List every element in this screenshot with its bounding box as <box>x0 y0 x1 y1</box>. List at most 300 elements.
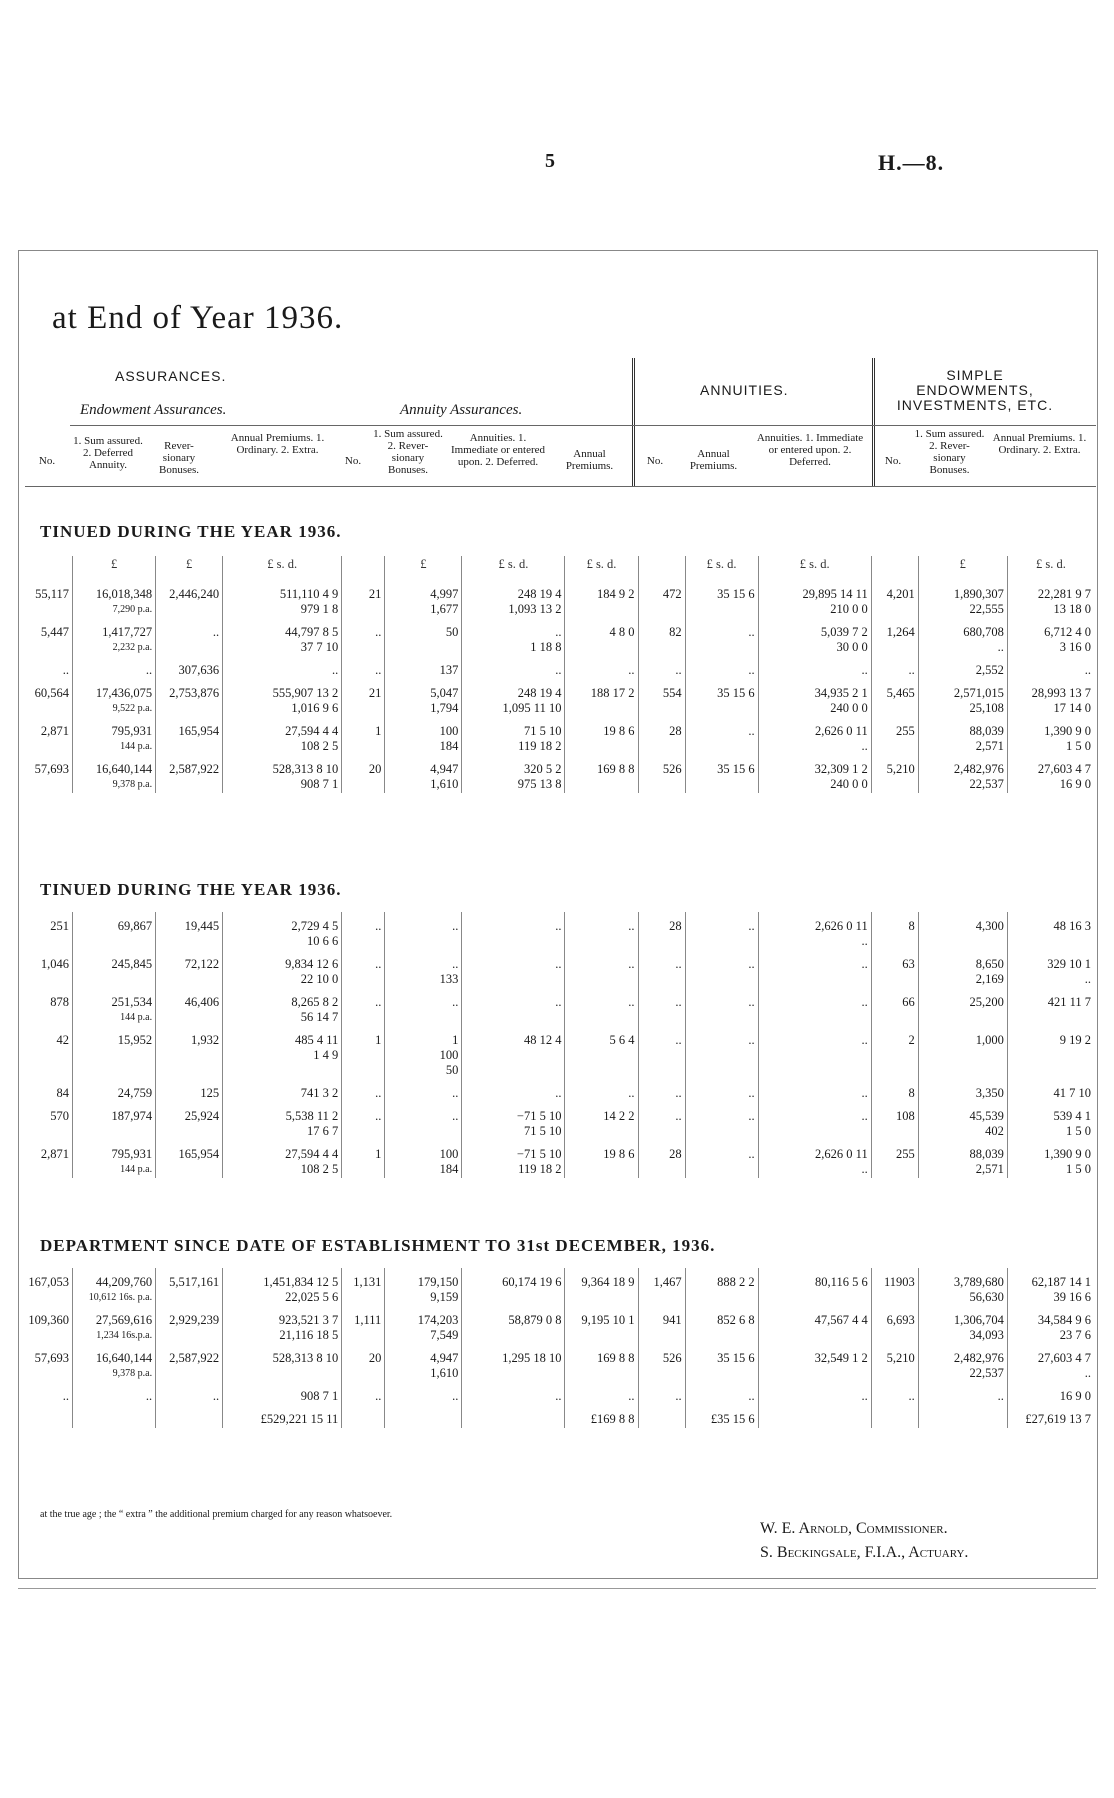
table-cell: .. <box>758 1079 871 1102</box>
table-cell: .. <box>565 1382 638 1405</box>
table-cell <box>1007 1102 1094 1140</box>
table-cell: 25,200 <box>918 988 1007 1026</box>
table-cell <box>73 755 156 793</box>
cell-line: 184 <box>439 739 459 753</box>
cell-line: 100 <box>439 1147 459 1161</box>
table-cell <box>223 580 342 618</box>
cell-line: 2,482,976 <box>953 1351 1004 1365</box>
table-cell: .. <box>565 988 638 1026</box>
table-cell: .. <box>638 950 685 988</box>
cell-line: 7,290 p.a. <box>112 604 153 615</box>
table-cell <box>1007 1344 1094 1382</box>
table-cell: 19,445 <box>156 912 223 950</box>
page-reference: H.—8. <box>878 150 945 175</box>
table-cell: £ <box>73 556 156 580</box>
cell-line: 71 5 10 <box>523 1124 562 1138</box>
table-row <box>22 912 1094 950</box>
table-cell <box>223 988 342 1026</box>
table-cell <box>638 556 685 580</box>
table-cell <box>1007 717 1094 755</box>
cell-line: 44,209,760 <box>95 1275 153 1289</box>
table-cell: 11903 <box>871 1268 918 1306</box>
table-cell <box>871 1405 918 1428</box>
table-cell <box>918 580 1007 618</box>
cell-line: 329 10 1 <box>1047 957 1091 971</box>
cell-line: 5,538 11 2 <box>285 1109 339 1123</box>
table-cell: 2,929,239 <box>156 1306 223 1344</box>
table-row <box>22 1405 1094 1428</box>
table-cell: 69,867 <box>73 912 156 950</box>
cell-line: .. <box>555 625 562 639</box>
page-number: 5 <box>545 150 555 172</box>
table-cell: £529,221 15 11 <box>223 1405 342 1428</box>
table-cell: .. <box>638 656 685 679</box>
table-cell: 5,447 <box>40 625 70 639</box>
cell-line: 34,093 <box>969 1328 1004 1342</box>
table-cell <box>758 912 871 950</box>
table-row <box>22 1026 1094 1079</box>
cell-line: 3,789,680 <box>953 1275 1004 1289</box>
cell-line: 179,150 <box>417 1275 459 1289</box>
cell-line: 23 7 6 <box>1059 1328 1091 1342</box>
table-cell: 165,954 <box>156 1140 223 1178</box>
table-cell: .. <box>758 1382 871 1405</box>
table-cell: 20 <box>342 1344 385 1382</box>
header-divider <box>872 358 875 486</box>
table-cell <box>223 1102 342 1140</box>
table-cell <box>871 556 918 580</box>
table-cell: 169 8 8 <box>565 755 638 793</box>
table-cell: 21 <box>342 679 385 717</box>
table-cell: 15,952 <box>73 1026 156 1079</box>
table-cell: .. <box>758 656 871 679</box>
cell-line: 16,018,348 <box>95 587 153 601</box>
cell-line: 22,537 <box>969 1366 1004 1380</box>
table-cell: 2,871 <box>40 724 70 738</box>
table-cell: .. <box>342 950 385 988</box>
table-row <box>22 755 1094 793</box>
cell-line: 2,482,976 <box>953 762 1004 776</box>
table-cell: .. <box>685 1102 758 1140</box>
table-cell: 32,549 1 2 <box>758 1344 871 1382</box>
table-cell: .. <box>462 656 565 679</box>
cell-line: 8,650 <box>975 957 1004 971</box>
table-cell: 1,046 <box>40 957 70 971</box>
table-cell: .. <box>223 656 342 679</box>
cell-line: 133 <box>439 972 459 986</box>
header-rule <box>70 425 1096 426</box>
cell-line: .. <box>861 934 868 948</box>
table-cell: .. <box>685 1079 758 1102</box>
cell-line: 240 0 0 <box>830 701 868 715</box>
cell-line: 10,612 16s. p.a. <box>88 1292 153 1303</box>
cell-line: 1,794 <box>430 701 459 715</box>
table-cell <box>462 755 565 793</box>
table-cell: 137 <box>385 656 462 679</box>
table-cell: 307,636 <box>156 656 223 679</box>
table-row <box>22 1306 1094 1344</box>
table-cell <box>1007 1140 1094 1178</box>
table-cell: .. <box>685 717 758 755</box>
simple-endowments-header: SIMPLE ENDOWMENTS, INVESTMENTS, ETC. <box>896 367 1054 413</box>
cell-line: 27,594 4 4 <box>285 1147 339 1161</box>
cell-line: .. <box>997 640 1004 654</box>
cell-line: 6,712 4 0 <box>1044 625 1091 639</box>
table-cell <box>385 717 462 755</box>
cell-line: 1,890,307 <box>953 587 1004 601</box>
table-cell: 28 <box>638 1140 685 1178</box>
data-table <box>22 912 1094 1178</box>
table-cell: .. <box>918 1382 1007 1405</box>
bottom-rule <box>18 1588 1096 1589</box>
table-cell <box>918 950 1007 988</box>
table-cell: 165,954 <box>156 717 223 755</box>
table-cell: .. <box>685 618 758 656</box>
table-cell: 25,924 <box>156 1102 223 1140</box>
cell-line: 5,039 7 2 <box>820 625 868 639</box>
table-cell: .. <box>73 656 156 679</box>
table-cell: 1 <box>342 717 385 755</box>
table-cell: 41 7 10 <box>1007 1079 1094 1102</box>
cell-line: 2,626 0 11 <box>815 1147 868 1161</box>
cell-line: 975 13 8 <box>517 777 562 791</box>
table-cell: 554 <box>638 679 685 717</box>
table-cell: 19 8 6 <box>565 1140 638 1178</box>
cell-line: 88,039 <box>969 1147 1004 1161</box>
table-cell: £169 8 8 <box>565 1405 638 1428</box>
cell-line: 8,265 8 2 <box>291 995 339 1009</box>
table-cell <box>758 618 871 656</box>
table-cell: .. <box>685 1382 758 1405</box>
cell-line: 402 <box>985 1124 1004 1138</box>
cell-line: 9,378 p.a. <box>112 779 153 790</box>
cell-line: 22,537 <box>969 777 1004 791</box>
cell-line: 1,016 9 6 <box>291 701 339 715</box>
table-cell <box>462 618 565 656</box>
table-cell: 255 <box>871 1140 918 1178</box>
table-cell: 82 <box>638 618 685 656</box>
table-cell: £ s. d. <box>462 556 565 580</box>
cell-line: 10 6 6 <box>307 934 339 948</box>
annuity-assurances-subheader: Annuity Assurances. <box>400 402 523 418</box>
cell-line: 28,993 13 7 <box>1031 686 1091 700</box>
table-cell <box>73 717 156 755</box>
table-cell <box>385 1405 462 1428</box>
table-cell: 80,116 5 6 <box>758 1268 871 1306</box>
table-cell: 28 <box>638 912 685 950</box>
cell-line: 1,610 <box>430 1366 459 1380</box>
table-cell: 1,932 <box>156 1026 223 1079</box>
table-cell: 21 <box>342 580 385 618</box>
table-cell <box>223 1140 342 1178</box>
table-cell: 5,210 <box>871 755 918 793</box>
cell-line: 908 7 1 <box>300 777 339 791</box>
table-cell: .. <box>685 950 758 988</box>
table-row <box>22 1102 1094 1140</box>
cell-line: 45,539 <box>969 1109 1004 1123</box>
table-cell: £ <box>156 556 223 580</box>
col-header-annuities: Annuities. 1. Immediate or entered upon. 2. Deferred. <box>756 432 864 468</box>
table-cell <box>1007 755 1094 793</box>
table-cell: .. <box>758 1102 871 1140</box>
table-cell: .. <box>685 1140 758 1178</box>
table-cell: 47,567 4 4 <box>758 1306 871 1344</box>
col-header-annual-premiums: Annual Premiums. <box>565 448 614 472</box>
table-cell <box>385 679 462 717</box>
table-cell: 125 <box>156 1079 223 1102</box>
table-cell: 6,693 <box>871 1306 918 1344</box>
table-cell: .. <box>1007 656 1094 679</box>
cell-line: 2,169 <box>975 972 1004 986</box>
table-cell <box>223 717 342 755</box>
table-cell <box>223 679 342 717</box>
table-cell: 9 19 2 <box>1007 1026 1094 1079</box>
table-cell <box>638 1405 685 1428</box>
cell-line: 119 18 2 <box>518 1162 562 1176</box>
table-cell: .. <box>62 663 70 677</box>
table-cell: £ s. d. <box>1007 556 1094 580</box>
signature-actuary: S. Beckingsale, F.I.A., Actuary. <box>760 1544 969 1561</box>
table-cell <box>918 1405 1007 1428</box>
table-cell: .. <box>342 1102 385 1140</box>
table-cell: .. <box>758 950 871 988</box>
cell-line: 539 4 1 <box>1053 1109 1091 1123</box>
table-cell: 184 9 2 <box>565 580 638 618</box>
cell-line: 1,451,834 12 5 <box>263 1275 339 1289</box>
table-cell <box>385 580 462 618</box>
col-header-annual-premiums: Annual Premiums. <box>689 448 738 472</box>
header-divider <box>632 358 635 486</box>
table-cell <box>758 580 871 618</box>
col-header-annual-premiums: Annual Premiums. 1. Ordinary. 2. Extra. <box>230 432 325 456</box>
col-header-annuities: Annuities. 1. Immediate or entered upon. 2. Deferred. <box>450 432 546 468</box>
table-cell: 109,360 <box>28 1313 70 1327</box>
cell-line: 2,571 <box>975 1162 1004 1176</box>
table-cell <box>918 755 1007 793</box>
table-row <box>22 656 1094 679</box>
endowment-assurances-subheader: Endowment Assurances. <box>80 402 227 418</box>
col-header-annual-premiums: Annual Premiums. 1. Ordinary. 2. Extra. <box>992 432 1087 456</box>
table-cell: .. <box>156 618 223 656</box>
section-heading: TINUED DURING THE YEAR 1936. <box>40 880 342 899</box>
footnote: at the true age ; the “ extra ” the additional premium charged for any reason whatsoever. <box>40 1509 393 1520</box>
cell-line: 27,603 4 7 <box>1037 762 1091 776</box>
table-cell <box>918 1102 1007 1140</box>
cell-line: 13 18 0 <box>1053 602 1091 616</box>
cell-line: 56 14 7 <box>300 1010 339 1024</box>
table-cell <box>758 717 871 755</box>
table-cell: 188 17 2 <box>565 679 638 717</box>
table-cell: .. <box>871 656 918 679</box>
cell-line: 1,390 9 0 <box>1044 724 1091 738</box>
assurances-header: ASSURANCES. <box>115 368 227 384</box>
table-cell: 1,295 18 10 <box>462 1344 565 1382</box>
table-row <box>22 1079 1094 1102</box>
table-cell: 57,693 <box>34 762 70 776</box>
header-rule <box>25 486 1096 487</box>
cell-line: 555,907 13 2 <box>272 686 339 700</box>
cell-line: 240 0 0 <box>830 777 868 791</box>
cell-line: 1,095 11 10 <box>502 701 562 715</box>
table-cell <box>1007 618 1094 656</box>
cell-line: 1 5 0 <box>1066 739 1091 753</box>
cell-line: 1,610 <box>430 777 459 791</box>
table-cell: .. <box>73 1382 156 1405</box>
cell-line: 1,093 13 2 <box>508 602 562 616</box>
table-cell: 2,753,876 <box>156 679 223 717</box>
table-cell <box>73 618 156 656</box>
table-cell <box>1007 950 1094 988</box>
table-cell: 58,879 0 8 <box>462 1306 565 1344</box>
cell-line: 32,309 1 2 <box>814 762 868 776</box>
col-header-no: No. <box>344 455 362 467</box>
table-cell: .. <box>62 1389 70 1403</box>
table-cell: 35 15 6 <box>685 679 758 717</box>
table-cell <box>1007 580 1094 618</box>
table-cell: 908 7 1 <box>223 1382 342 1405</box>
table-cell: £ s. d. <box>223 556 342 580</box>
table-cell: 35 15 6 <box>685 580 758 618</box>
table-cell: .. <box>685 1026 758 1079</box>
table-cell <box>918 679 1007 717</box>
cell-line: 1 5 0 <box>1066 1162 1091 1176</box>
table-row <box>22 950 1094 988</box>
table-cell <box>758 1140 871 1178</box>
table-cell <box>73 1344 156 1382</box>
table-cell <box>223 1306 342 1344</box>
table-cell: £ <box>918 556 1007 580</box>
table-cell <box>918 1344 1007 1382</box>
table-cell: 2,871 <box>40 1147 70 1161</box>
table-cell: 19 8 6 <box>565 717 638 755</box>
table-cell: 1 <box>342 1140 385 1178</box>
cell-line: 108 2 5 <box>300 739 339 753</box>
table-cell: 4 8 0 <box>565 618 638 656</box>
table-cell: .. <box>385 1382 462 1405</box>
table-cell <box>342 1405 385 1428</box>
table-cell: 8 <box>871 912 918 950</box>
cell-line: 2,626 0 11 <box>815 919 868 933</box>
table-cell: 3,350 <box>918 1079 1007 1102</box>
table-cell: 28 <box>638 717 685 755</box>
table-cell: 255 <box>871 717 918 755</box>
cell-line: 62,187 14 1 <box>1031 1275 1091 1289</box>
table-cell: 1,131 <box>342 1268 385 1306</box>
cell-line: 320 5 2 <box>523 762 562 776</box>
table-cell: 9,364 18 9 <box>565 1268 638 1306</box>
table-cell <box>758 679 871 717</box>
page-title: at End of Year 1936. <box>52 300 344 336</box>
table-cell <box>462 1102 565 1140</box>
table-cell <box>223 912 342 950</box>
table-cell <box>462 580 565 618</box>
table-cell <box>918 1140 1007 1178</box>
table-cell: .. <box>638 1382 685 1405</box>
table-cell: 2 <box>871 1026 918 1079</box>
table-cell: .. <box>342 988 385 1026</box>
table-cell: 55,117 <box>35 587 70 601</box>
cell-line: 34,935 2 1 <box>814 686 868 700</box>
cell-line: 248 19 4 <box>517 587 562 601</box>
table-cell <box>73 988 156 1026</box>
table-cell <box>223 755 342 793</box>
table-cell <box>1007 1306 1094 1344</box>
table-cell <box>462 679 565 717</box>
table-cell: .. <box>685 988 758 1026</box>
cell-line: .. <box>1084 972 1091 986</box>
table-cell: .. <box>385 1079 462 1102</box>
cell-line: 50 <box>445 1063 459 1077</box>
table-row <box>22 717 1094 755</box>
cell-line: .. <box>861 1162 868 1176</box>
table-row <box>22 1140 1094 1178</box>
table-cell: 66 <box>871 988 918 1026</box>
table-cell: £ <box>385 556 462 580</box>
cell-line: 22,025 5 6 <box>285 1290 339 1304</box>
cell-line: 39 16 6 <box>1053 1290 1091 1304</box>
cell-line: 119 18 2 <box>518 739 562 753</box>
cell-line: 2,232 p.a. <box>112 642 153 653</box>
table-cell: 245,845 <box>73 950 156 988</box>
cell-line: 37 7 10 <box>300 640 339 654</box>
cell-line: 2,626 0 11 <box>815 724 868 738</box>
table-cell: 187,974 <box>73 1102 156 1140</box>
table-cell: .. <box>638 1079 685 1102</box>
data-table <box>22 556 1094 793</box>
cell-line: 17 6 7 <box>307 1124 339 1138</box>
table-cell <box>385 1268 462 1306</box>
table-cell: .. <box>342 618 385 656</box>
table-cell <box>462 717 565 755</box>
cell-line: 22 10 0 <box>300 972 339 986</box>
table-cell: 570 <box>50 1109 70 1123</box>
cell-line: 27,569,616 <box>95 1313 153 1327</box>
table-cell <box>223 950 342 988</box>
table-cell: 5,465 <box>871 679 918 717</box>
cell-line: 22,281 9 7 <box>1037 587 1091 601</box>
table-cell: .. <box>462 950 565 988</box>
cell-line: 5,047 <box>430 686 459 700</box>
table-cell: 526 <box>638 1344 685 1382</box>
table-cell: 2,552 <box>918 656 1007 679</box>
table-cell: .. <box>565 950 638 988</box>
cell-line: 44,797 8 5 <box>285 625 339 639</box>
table-cell: .. <box>462 1079 565 1102</box>
table-cell <box>385 1344 462 1382</box>
cell-line: 795,931 <box>111 724 153 738</box>
table-cell: .. <box>871 1382 918 1405</box>
cell-line: 1 <box>452 1033 459 1047</box>
cell-line: 9,834 12 6 <box>285 957 339 971</box>
table-cell: 1,264 <box>871 618 918 656</box>
table-cell <box>1007 1268 1094 1306</box>
table-row <box>22 1268 1094 1306</box>
table-cell: 2,587,922 <box>156 755 223 793</box>
table-cell: .. <box>385 988 462 1026</box>
cell-line: 4,947 <box>430 1351 459 1365</box>
table-cell: 2,587,922 <box>156 1344 223 1382</box>
table-cell: 941 <box>638 1306 685 1344</box>
table-cell <box>73 679 156 717</box>
table-cell: .. <box>462 988 565 1026</box>
table-row <box>22 679 1094 717</box>
cell-line: 88,039 <box>969 724 1004 738</box>
table-cell <box>223 1268 342 1306</box>
cell-line: 1,390 9 0 <box>1044 1147 1091 1161</box>
table-row <box>22 988 1094 1026</box>
cell-line: .. <box>452 957 459 971</box>
table-cell: 72,122 <box>156 950 223 988</box>
